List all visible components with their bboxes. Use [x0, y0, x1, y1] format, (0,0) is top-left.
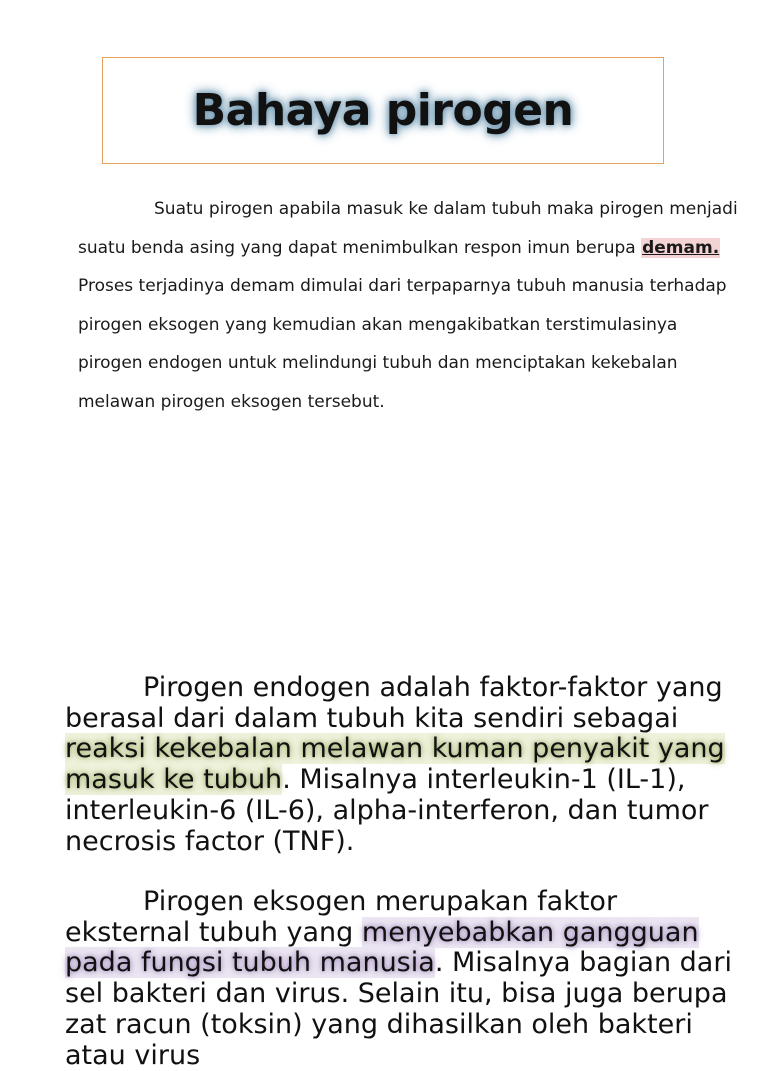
- highlight-demam: demam.: [642, 237, 720, 258]
- paragraph-endogen-text-2: . Misalnya interleukin-1 (IL-1), interleukin-6 (IL-6), alpha-interferon, dan tumor necrosis factor (TNF).: [65, 764, 709, 857]
- paragraph-endogen: [65, 673, 745, 857]
- paragraph-endogen-text-1: Pirogen endogen adalah faktor-faktor yang berasal dari dalam tubuh kita sendiri sebagai: [65, 672, 723, 734]
- highlight-reaksi-kekebalan: reaksi kekebalan melawan kuman penyakit yang masuk ke tubuh: [65, 733, 725, 796]
- paragraph-eksogen-text-1: Pirogen eksogen merupakan faktor eksternal tubuh yang: [65, 886, 618, 948]
- title-box: [102, 57, 664, 164]
- paragraph-intro: [78, 190, 738, 421]
- page-title: Bahaya pirogen: [192, 85, 574, 136]
- paragraph-intro-text-2: Proses terjadinya demam dimulai dari terpaparnya tubuh manusia terhadap pirogen eksogen yang kemudian akan mengakibatkan terstimulasinya pirogen endogen untuk melindungi tubuh dan menciptakan kekebalan melawan pirogen eksogen tersebut.: [78, 276, 727, 412]
- paragraph-eksogen-text-2: . Misalnya bagian dari sel bakteri dan virus. Selain itu, bisa juga berupa zat racun (toksin) yang dihasilkan oleh bakteri atau virus: [65, 947, 732, 1071]
- highlight-gangguan-fungsi: menyebabkan gangguan pada fungsi tubuh manusia: [65, 916, 699, 979]
- paragraph-eksogen: [65, 887, 745, 1071]
- paragraph-intro-text-1: Suatu pirogen apabila masuk ke dalam tubuh maka pirogen menjadi suatu benda asing yang dapat menimbulkan respon imun berupa: [78, 199, 738, 258]
